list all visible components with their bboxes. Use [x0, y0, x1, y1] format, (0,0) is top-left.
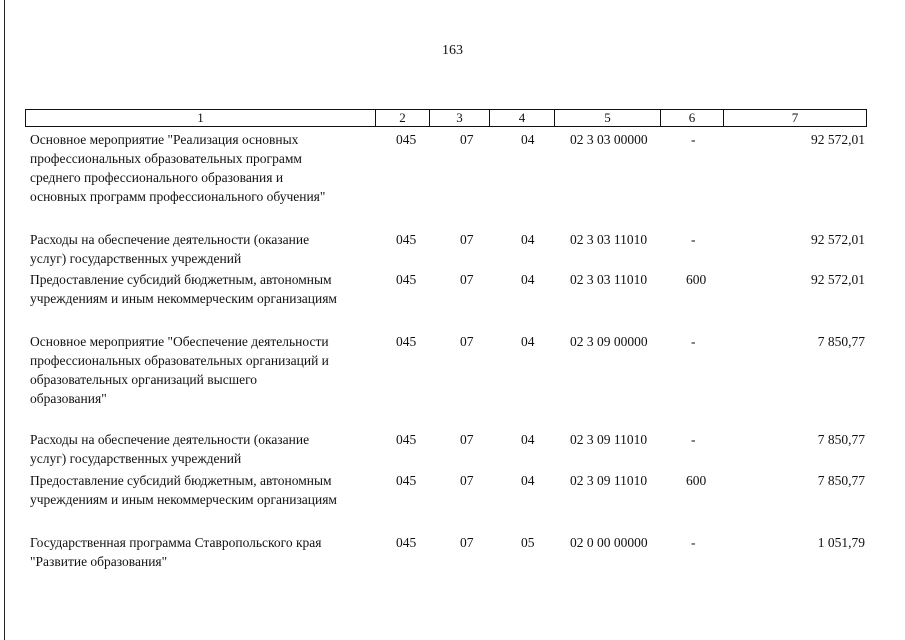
row-name-line: Предоставление субсидий бюджетным, автономным — [30, 272, 332, 287]
table-header — [25, 109, 867, 127]
row-name-line: услуг) государственных учреждений — [30, 251, 242, 266]
row-target-article: 02 3 09 11010 — [570, 473, 648, 488]
row-section: 07 — [460, 232, 474, 247]
row-name-line: учреждениям и иным некоммерческим организациям — [30, 291, 337, 306]
row-subsection: 04 — [521, 473, 535, 488]
row-name — [30, 533, 390, 571]
row-amount: 92 572,01 — [811, 132, 865, 147]
row-admin-code: 045 — [396, 334, 417, 349]
row-name-line: Основное мероприятие "Обеспечение деятельности — [30, 334, 329, 349]
row-target-article: 02 0 00 00000 — [570, 535, 648, 550]
row-name-line: профессиональных образовательных организаций и — [30, 353, 329, 368]
row-subsection: 04 — [521, 334, 535, 349]
row-amount: 7 850,77 — [817, 334, 865, 349]
row-name-line: учреждениям и иным некоммерческим организациям — [30, 492, 337, 507]
row-admin-code: 045 — [396, 132, 417, 147]
row-amount: 1 051,79 — [817, 535, 865, 550]
row-name — [30, 332, 390, 408]
row-name — [30, 130, 390, 206]
row-amount: 7 850,77 — [817, 432, 865, 447]
header-col-1: 1 — [25, 109, 376, 127]
header-col-3: 3 — [429, 109, 490, 127]
row-admin-code: 045 — [396, 432, 417, 447]
header-col-7: 7 — [723, 109, 867, 127]
row-name — [30, 230, 390, 268]
row-expense-type: - — [691, 232, 696, 247]
row-target-article: 02 3 09 00000 — [570, 334, 648, 349]
row-subsection: 05 — [521, 535, 535, 550]
row-expense-type: - — [691, 535, 696, 550]
row-admin-code: 045 — [396, 535, 417, 550]
row-name-line: среднего профессионального образования и — [30, 170, 284, 185]
row-expense-type: 600 — [686, 473, 707, 488]
row-name-line: образовательных организаций высшего — [30, 372, 258, 387]
row-name-line: профессиональных образовательных программ — [30, 151, 302, 166]
row-section: 07 — [460, 334, 474, 349]
row-target-article: 02 3 03 11010 — [570, 272, 648, 287]
row-expense-type: 600 — [686, 272, 707, 287]
row-name-line: Расходы на обеспечение деятельности (оказание — [30, 432, 310, 447]
row-expense-type: - — [691, 132, 696, 147]
row-target-article: 02 3 03 11010 — [570, 232, 648, 247]
row-name-line: образования" — [30, 391, 107, 406]
row-subsection: 04 — [521, 132, 535, 147]
row-name-line: Расходы на обеспечение деятельности (оказание — [30, 232, 310, 247]
page-number: 163 — [442, 43, 463, 58]
row-subsection: 04 — [521, 432, 535, 447]
row-amount: 92 572,01 — [811, 272, 865, 287]
row-amount: 7 850,77 — [817, 473, 865, 488]
row-target-article: 02 3 03 00000 — [570, 132, 648, 147]
page-left-border — [4, 0, 5, 640]
row-name-line: Основное мероприятие "Реализация основных — [30, 132, 299, 147]
row-section: 07 — [460, 535, 474, 550]
row-name — [30, 270, 390, 308]
row-section: 07 — [460, 272, 474, 287]
row-admin-code: 045 — [396, 473, 417, 488]
header-col-6: 6 — [660, 109, 724, 127]
row-name-line: услуг) государственных учреждений — [30, 451, 242, 466]
header-col-4: 4 — [489, 109, 555, 127]
row-name — [30, 471, 390, 509]
row-name-line: Предоставление субсидий бюджетным, автономным — [30, 473, 332, 488]
row-name-line: Государственная программа Ставропольского края — [30, 535, 322, 550]
row-admin-code: 045 — [396, 272, 417, 287]
row-admin-code: 045 — [396, 232, 417, 247]
row-expense-type: - — [691, 334, 696, 349]
row-subsection: 04 — [521, 272, 535, 287]
row-section: 07 — [460, 132, 474, 147]
row-target-article: 02 3 09 11010 — [570, 432, 648, 447]
row-name-line: "Развитие образования" — [30, 554, 168, 569]
row-amount: 92 572,01 — [811, 232, 865, 247]
row-name-line: основных программ профессионального обучения" — [30, 189, 326, 204]
header-col-5: 5 — [554, 109, 661, 127]
row-name — [30, 430, 390, 468]
row-section: 07 — [460, 473, 474, 488]
row-expense-type: - — [691, 432, 696, 447]
row-section: 07 — [460, 432, 474, 447]
header-col-2: 2 — [375, 109, 430, 127]
row-subsection: 04 — [521, 232, 535, 247]
